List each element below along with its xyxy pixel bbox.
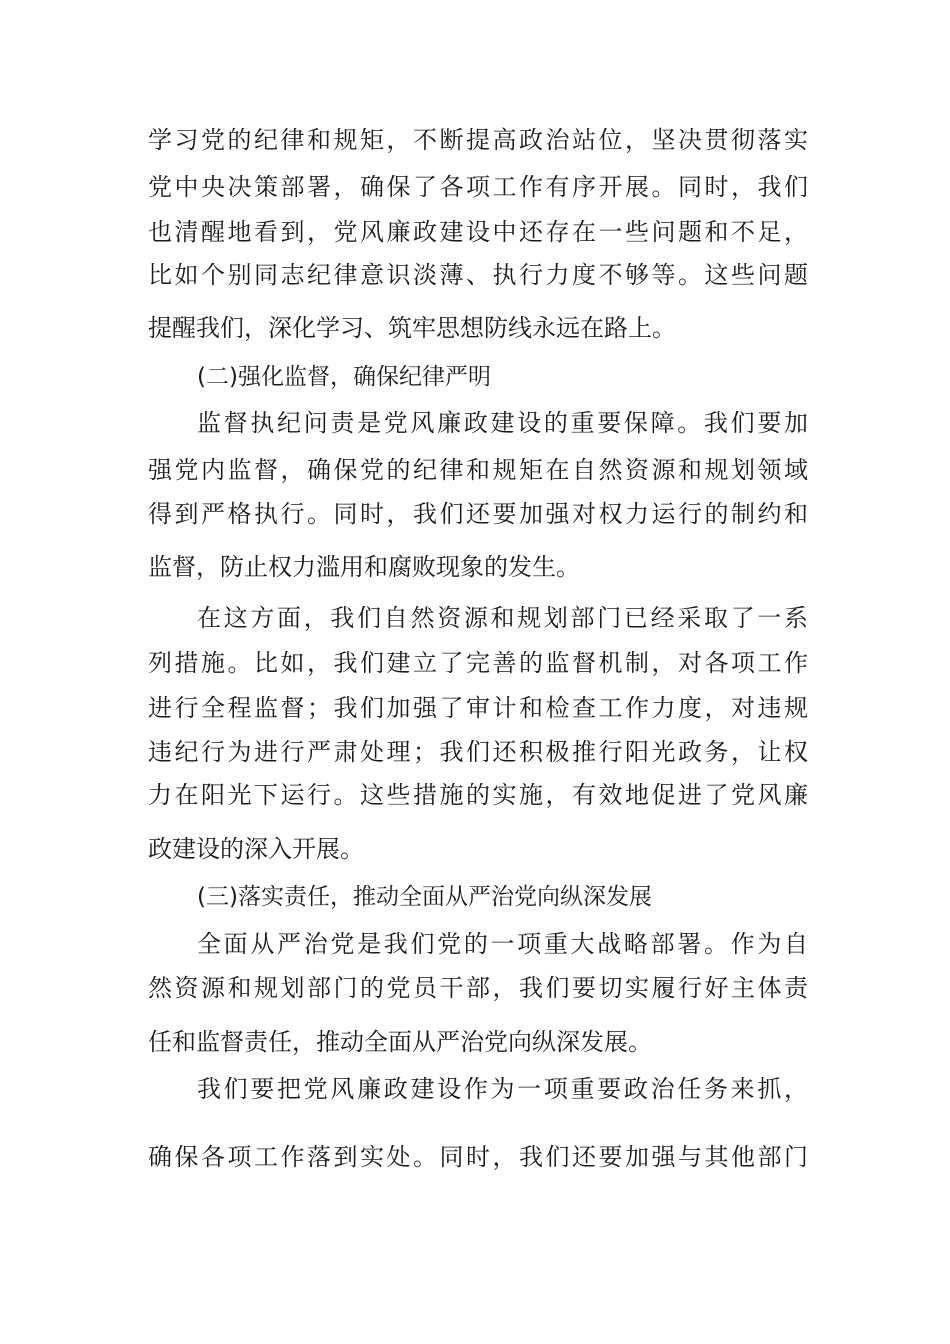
- body-text-line: 也清醒地看到，党风廉政建设中还存在一些问题和不足，: [148, 218, 808, 246]
- body-text-line: 然资源和规划部门的党员干部，我们要切实履行好主体责: [148, 974, 808, 1002]
- body-text-line: 我们要把党风廉政建设作为一项重要政治任务来抓，: [197, 1075, 808, 1103]
- body-text-line: 政建设的深入开展。: [148, 835, 364, 863]
- body-text-line: 提醒我们，深化学习、筑牢思想防线永远在路上。: [148, 314, 676, 342]
- body-text-line: 监督，防止权力滥用和腐败现象的发生。: [148, 553, 580, 581]
- body-text-line: 全面从严治党是我们党的一项重大战略部署。作为自: [197, 930, 808, 958]
- section-heading: (二)强化监督，确保纪律严明: [197, 364, 491, 390]
- body-text-line: 强党内监督，确保党的纪律和规矩在自然资源和规划领域: [148, 456, 808, 484]
- body-text-line: 学习党的纪律和规矩，不断提高政治站位，坚决贯彻落实: [148, 126, 808, 154]
- body-text-line: 力在阳光下运行。这些措施的实施，有效地促进了党风廉: [148, 781, 808, 809]
- body-text-line: 比如个别同志纪律意识淡薄、执行力度不够等。这些问题: [148, 261, 808, 289]
- body-text-line: 违纪行为进行严肃处理；我们还积极推行阳光政务，让权: [148, 738, 808, 766]
- section-heading: (三)落实责任，推动全面从严治党向纵深发展: [197, 884, 652, 910]
- body-text-line: 党中央决策部署，确保了各项工作有序开展。同时，我们: [148, 173, 808, 201]
- body-text-line: 在这方面，我们自然资源和规划部门已经采取了一系: [197, 604, 808, 632]
- body-text-line: 监督执纪问责是党风廉政建设的重要保障。我们要加: [197, 409, 808, 437]
- body-text-line: 进行全程监督；我们加强了审计和检查工作力度，对违规: [148, 694, 808, 722]
- body-text-line: 确保各项工作落到实处。同时，我们还要加强与其他部门: [148, 1143, 808, 1171]
- body-text-line: 列措施。比如，我们建立了完善的监督机制，对各项工作: [148, 649, 808, 677]
- body-text-line: 得到严格执行。同时，我们还要加强对权力运行的制约和: [148, 500, 808, 528]
- body-text-line: 任和监督责任，推动全面从严治党向纵深发展。: [148, 1028, 652, 1056]
